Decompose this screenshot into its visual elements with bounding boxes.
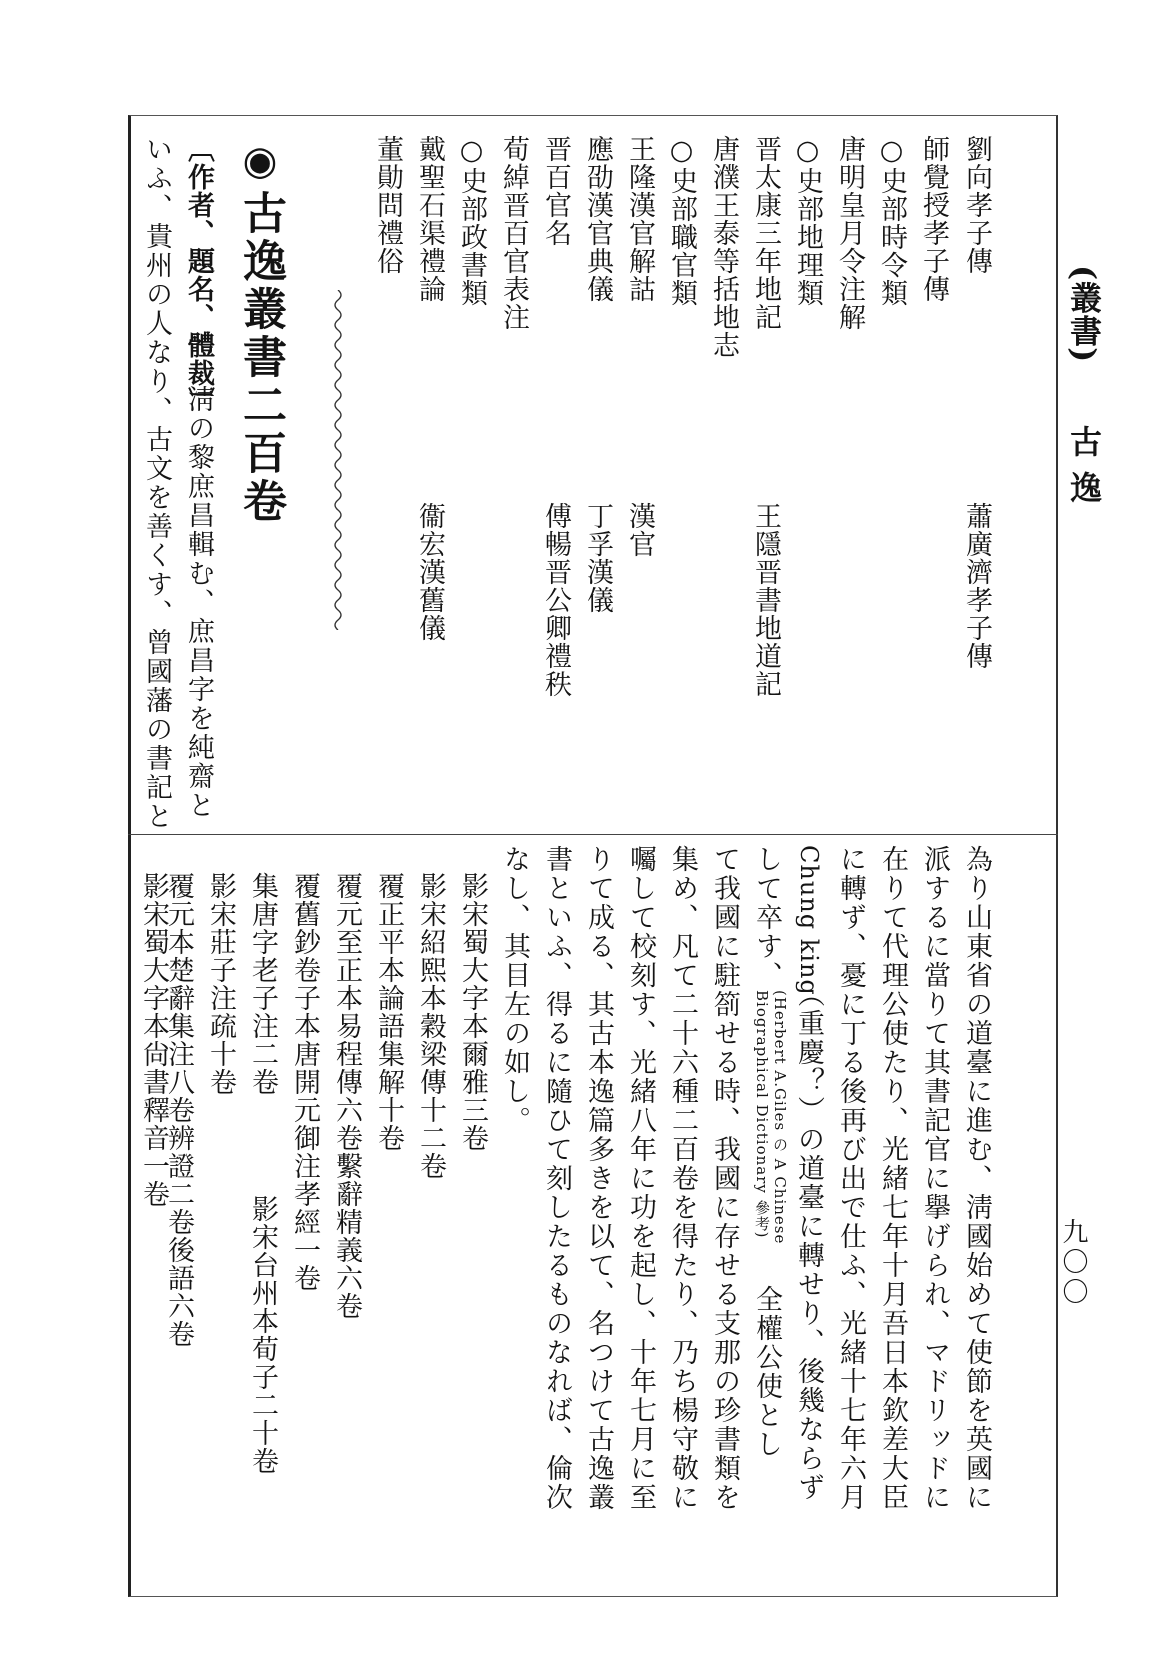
- entry-marker-icon: ◉: [237, 138, 283, 185]
- list-item: 戴聖石渠禮論: [414, 135, 445, 303]
- list-item: 傅暢晋公卿禮秩: [540, 502, 571, 698]
- section-divider: [128, 834, 1058, 835]
- body-line: 全權公使とし: [751, 1285, 782, 1459]
- body-line: て我國に駐箚せる時、我國に存せる支那の珍書類を: [709, 845, 740, 1512]
- list-item: 劉向孝子傳: [961, 135, 992, 275]
- list-item: 荀綽晋百官表注: [498, 135, 529, 331]
- entry-title: 古逸叢書二百卷: [235, 190, 286, 526]
- body-line: なし、其目左の如し。: [499, 845, 530, 1135]
- footnote-line: (Herbert A.Giles の A Chinese: [771, 990, 789, 1245]
- body-line: 在りて代理公使たり、光緒七年十月吾日本欽差大臣: [877, 845, 908, 1512]
- body-line: 派するに當りて其書記官に擧げられ、マドリッドに: [919, 845, 950, 1512]
- author-label: 〔作者、題名、體裁〕: [183, 135, 214, 415]
- list-item: 王隱晋書地道記: [750, 502, 781, 698]
- list-item: 漢官: [624, 502, 655, 558]
- category-heading: ○史部政書類: [456, 135, 487, 307]
- page-title: 古逸: [1065, 425, 1103, 517]
- body-line: して卒す、: [751, 845, 782, 990]
- list-item: 影宋紹熙本穀梁傳十二卷: [415, 872, 446, 1180]
- list-item: 覆舊鈔卷子本唐開元御注孝經一卷: [289, 872, 320, 1292]
- list-item: 衞宏漢舊儀: [414, 502, 445, 642]
- book-tag: (叢書): [1065, 265, 1103, 364]
- list-item: 晋百官名: [540, 135, 571, 247]
- list-item: 應劭漢官典儀: [582, 135, 613, 303]
- author-text-1: 淸の黎庶昌輯む、庶昌字を純齋と: [183, 385, 214, 820]
- list-item: 唐明皇月令注解: [834, 135, 865, 331]
- list-item: 影宋莊子注疏十卷: [205, 872, 236, 1096]
- category-heading: ○史部地理類: [792, 135, 823, 307]
- body-line: に轉ず、憂に丁る後再び出で仕ふ、光緒十七年六月: [835, 845, 866, 1512]
- list-item: 唐濮王泰等括地志: [708, 135, 739, 359]
- list-item: 影宋蜀大字本尙書釋音一卷: [138, 872, 169, 1208]
- body-line: （重慶？）の道臺に轉せり、後幾ならず: [793, 980, 824, 1502]
- list-item: 覆正平本論語集解十卷: [373, 872, 404, 1152]
- body-line: 集め、凡て二十六種二百卷を得たり、乃ち楊守敬に: [667, 845, 698, 1512]
- body-line: 書といふ、得るに隨ひて刻したるものなれば、倫次: [541, 845, 572, 1512]
- body-line: りて成る、其古本逸篇多きを以て、名つけて古逸叢: [583, 845, 614, 1512]
- list-item: 覆元本楚辭集注八卷辨證二卷後語六卷: [163, 872, 194, 1348]
- list-item: 蕭廣濟孝子傳: [961, 502, 992, 670]
- list-item: 覆元至正本易程傳六卷繫辭精義六卷: [331, 872, 362, 1320]
- body-line: 為り山東省の道臺に進む、淸國始めて使節を英國に: [961, 845, 992, 1512]
- author-text-2: いふ、貴州の人なり、古文を善くす、曾國藩の書記と: [141, 135, 172, 831]
- page-number: 九〇〇: [1058, 1218, 1088, 1308]
- footnote-line: Biographical Dictionary 參考): [753, 990, 771, 1239]
- list-item: 集唐字老子注二卷: [247, 872, 278, 1096]
- list-item: 影宋蜀大字本爾雅三卷: [457, 872, 488, 1152]
- list-item: 王隆漢官解詁: [624, 135, 655, 303]
- list-item: 晋太康三年地記: [750, 135, 781, 331]
- wavy-separator: [330, 290, 346, 630]
- list-item: 師覺授孝子傳: [918, 135, 949, 303]
- chung-king: Chung king: [795, 845, 823, 996]
- category-heading: ○史部職官類: [666, 135, 697, 307]
- category-heading: ○史部時令類: [876, 135, 907, 307]
- list-item: 董勛問禮俗: [372, 135, 403, 275]
- list-item: 丁孚漢儀: [582, 502, 613, 614]
- body-line: 囑して校刻す、光緒八年に功を起し、十年七月に至: [625, 845, 656, 1512]
- list-item: 影宋台州本荀子二十卷: [247, 1195, 278, 1475]
